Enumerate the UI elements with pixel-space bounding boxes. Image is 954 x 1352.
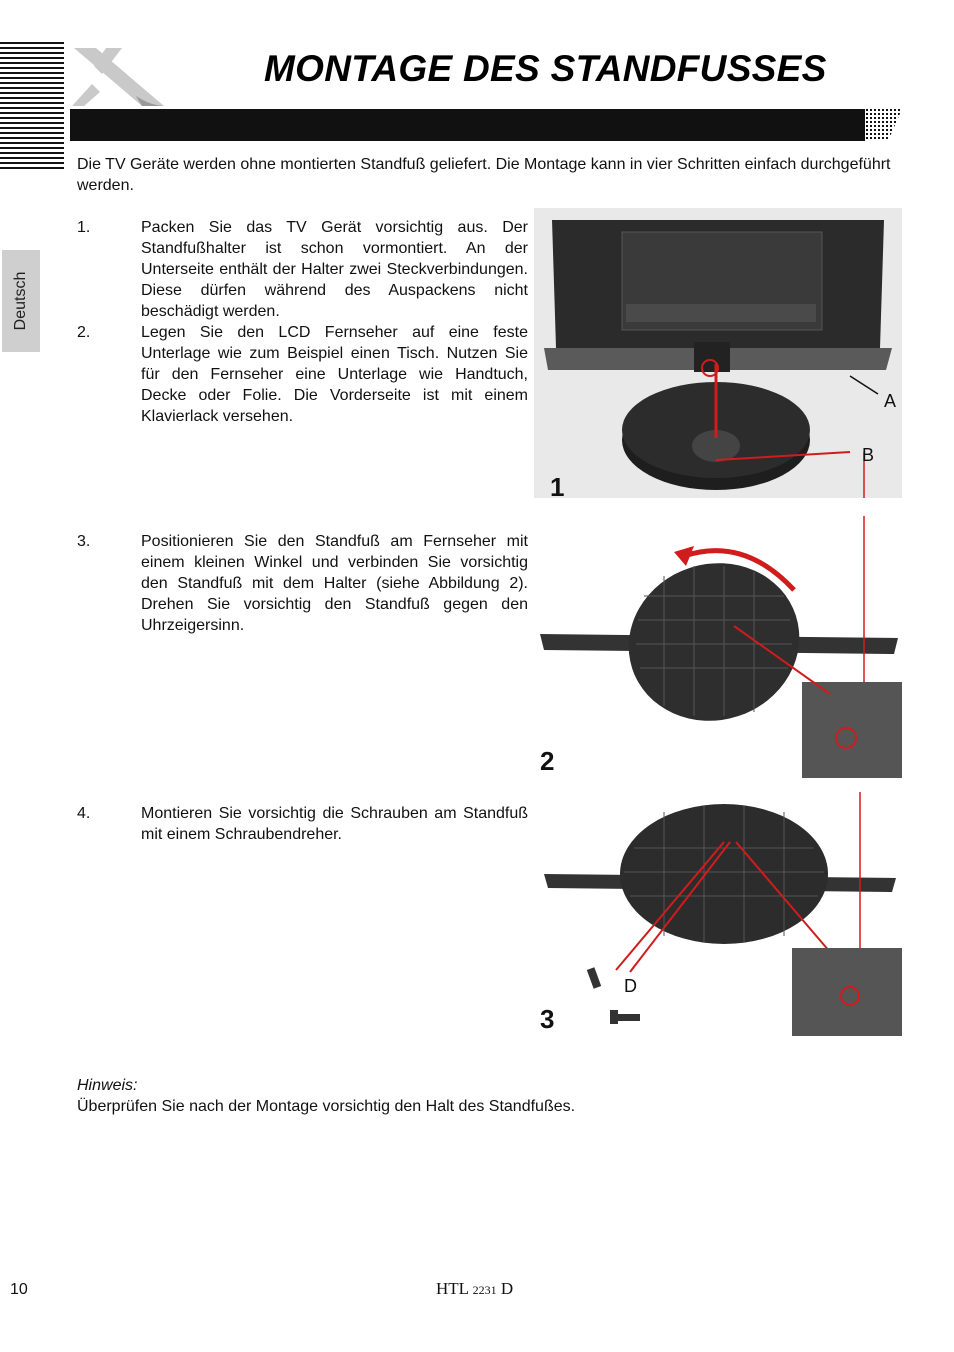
step-text: Montieren Sie vorsichtig die Schrauben am Standfuß mit einem Schraubendreher. [141, 805, 528, 843]
language-tab-label: Deutsch [12, 271, 29, 331]
step-number: 4. [77, 805, 91, 822]
step-number: 3. [77, 533, 91, 550]
intro-paragraph: Die TV Geräte werden ohne montierten Standfuß geliefert. Die Montage kann in vier Schritten einfach durchgeführt werden. [77, 156, 891, 194]
model-name [436, 1279, 513, 1299]
header-bar [70, 109, 865, 141]
figure-2-stand-rotation [534, 516, 902, 778]
page-number: 10 [10, 1281, 28, 1298]
step-text: Positionieren Sie den Standfuß am Fernseher mit einem kleinen Winkel und verbinden Sie vorsichtig den Standfuß mit dem Halter (siehe Abbildung 2). Drehen Sie vorsichtig den Standfuß gegen den Uhrzeigersinn. [141, 533, 528, 634]
header-stripes [0, 42, 64, 172]
model-number: 2231 [472, 1283, 497, 1297]
model-prefix: HTL [436, 1279, 469, 1298]
page-title: MONTAGE DES STANDFUSSES [264, 48, 827, 89]
figure-2-number: 2 [540, 746, 555, 776]
x-logo [66, 40, 176, 110]
step-text: Legen Sie den LCD Fernseher auf eine feste Unterlage wie zum Beispiel einen Tisch. Nutzen Sie für den Fernseher eine Unterlage wie Handtuch, Decke oder Folie. Die Vorderseite ist mit einem Klavierlack versehen. [141, 324, 528, 425]
step-number: 2. [77, 324, 91, 341]
figure-3-number: 3 [540, 1004, 555, 1034]
figure-1-tv-unpacked [534, 208, 902, 498]
note-text: Überprüfen Sie nach der Montage vorsichtig den Halt des Standfußes. [77, 1098, 576, 1115]
header-dot-pattern [862, 109, 902, 141]
note-label: Hinweis: [77, 1077, 138, 1094]
model-suffix: D [500, 1279, 514, 1298]
language-tab [2, 250, 40, 352]
step-number: 1. [77, 219, 91, 236]
figure-1-number: 1 [550, 472, 565, 498]
step-text: Packen Sie das TV Gerät vorsichtig aus. Der Standfußhalter ist schon vormontiert. An der Unterseite enthält der Halter zwei Steckverbindungen. Diese dürfen während des Auspackens nicht beschädigt werden. [141, 219, 528, 320]
figure-3-label-d: D [624, 976, 637, 996]
figure-1-label-b: B [862, 445, 875, 465]
figure-1-label-a: A [884, 391, 897, 411]
figure-3-screws [534, 792, 902, 1036]
